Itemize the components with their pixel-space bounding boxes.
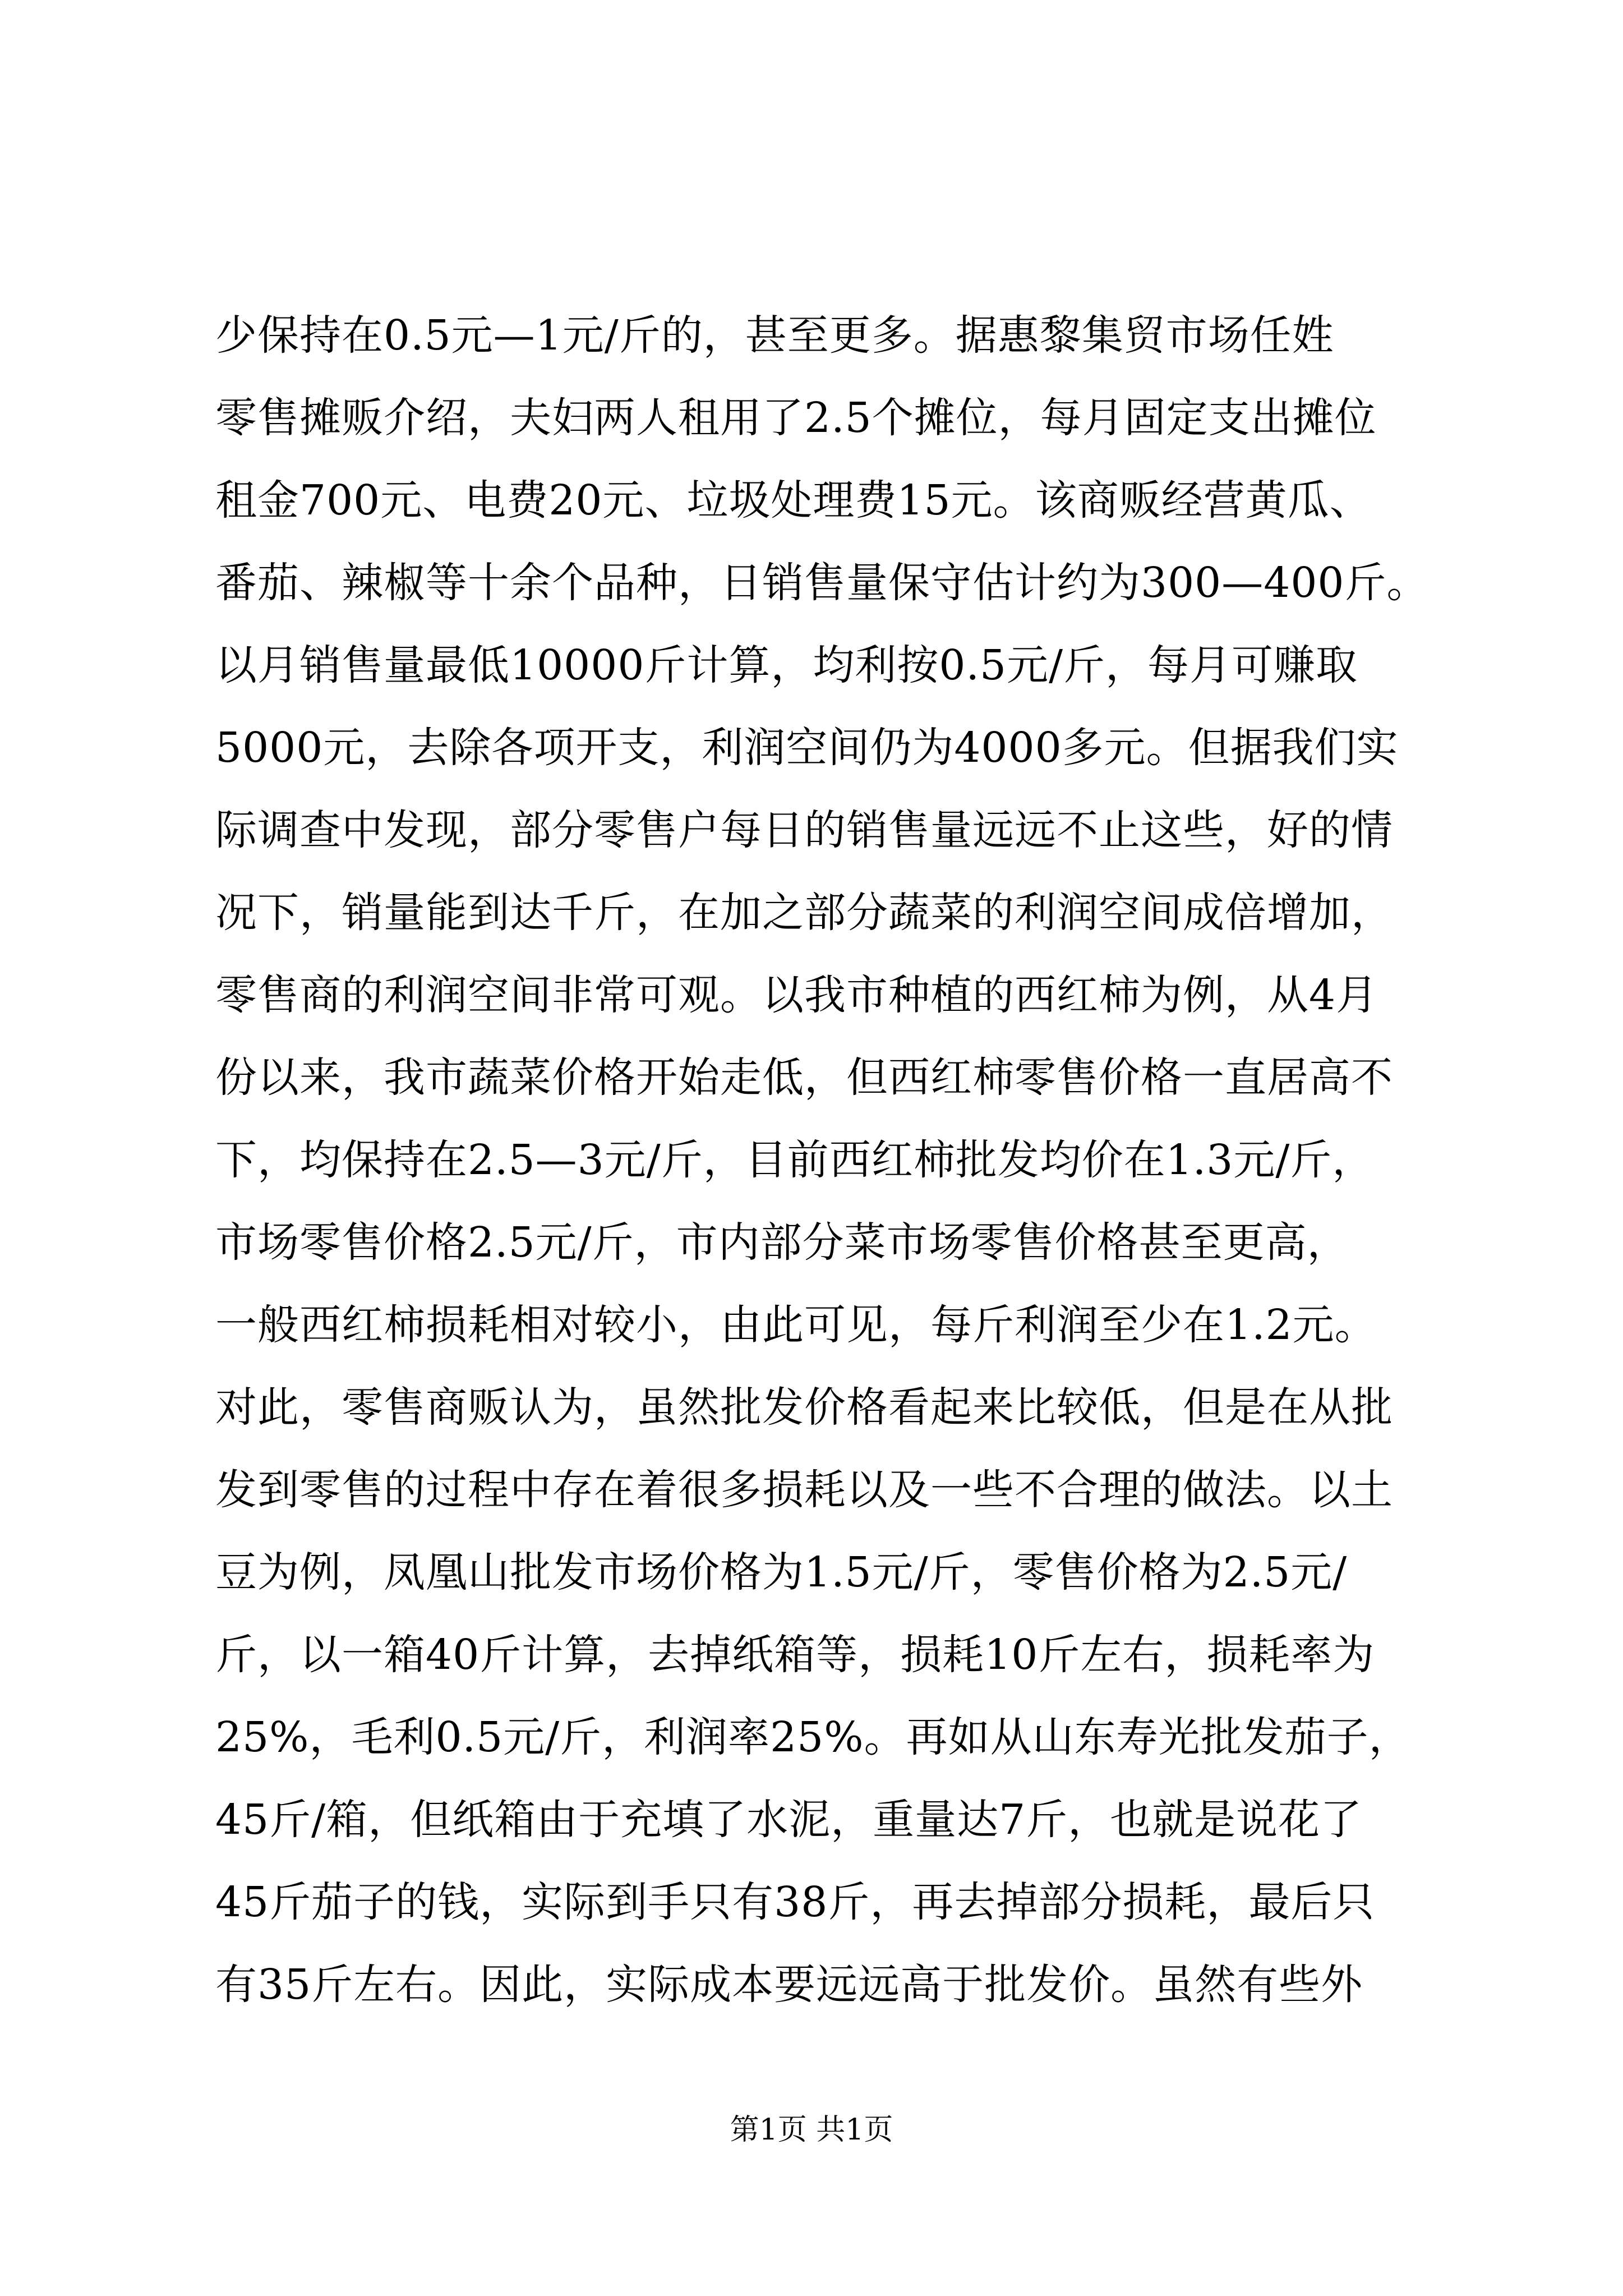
text-line: 际调查中发现，部分零售户每日的销售量远远不止这些，好的情	[215, 806, 1393, 854]
text-line: 45斤/箱，但纸箱由于充填了水泥，重量达7斤，也就是说花了	[215, 1796, 1363, 1844]
text-line: 租金700元、电费20元、垃圾处理费15元。该商贩经营黄瓜、	[215, 476, 1372, 524]
text-line: 零售摊贩介绍，夫妇两人租用了2.5个摊位，每月固定支出摊位	[215, 394, 1377, 442]
text-line: 发到零售的过程中存在着很多损耗以及一些不合理的做法。以土	[215, 1466, 1393, 1514]
text-line: 少保持在0.5元—1元/斤的，甚至更多。据惠黎集贸市场任姓	[215, 311, 1334, 360]
page-number-footer: 第1页 共1页	[730, 2113, 893, 2147]
text-line: 况下，销量能到达千斤，在加之部分蔬菜的利润空间成倍增加，	[215, 889, 1393, 937]
text-line: 份以来，我市蔬菜价格开始走低，但西红柿零售价格一直居高不	[215, 1053, 1393, 1102]
text-line: 番茄、辣椒等十余个品种，日销售量保守估计约为300—400斤。	[215, 559, 1429, 607]
text-line: 下，均保持在2.5—3元/斤，目前西红柿批发均价在1.3元/斤，	[215, 1136, 1375, 1184]
text-line: 市场零售价格2.5元/斤，市内部分菜市场零售价格甚至更高，	[215, 1218, 1349, 1267]
text-line: 零售商的利润空间非常可观。以我市种植的西红柿为例，从4月	[215, 971, 1378, 1019]
text-line: 对此，零售商贩认为，虽然批发价格看起来比较低，但是在从批	[215, 1383, 1393, 1432]
text-line: 以月销售量最低10000斤计算，均利按0.5元/斤，每月可赚取	[215, 641, 1358, 689]
text-line: 45斤茄子的钱，实际到手只有38斤，再去掉部分损耗，最后只	[215, 1878, 1375, 1926]
text-line: 豆为例，凤凰山批发市场价格为1.5元/斤，零售价格为2.5元/	[215, 1548, 1348, 1596]
text-line: 一般西红柿损耗相对较小，由此可见，每斤利润至少在1.2元。	[215, 1301, 1377, 1349]
text-line: 有35斤左右。因此，实际成本要远远高于批发价。虽然有些外	[215, 1961, 1363, 2009]
text-line: 25%，毛利0.5元/斤，利润率25%。再如从山东寿光批发茄子，	[215, 1713, 1411, 1761]
text-line: 5000元，去除各项开支，利润空间仍为4000多元。但据我们实	[215, 724, 1399, 772]
text-line: 斤，以一箱40斤计算，去掉纸箱等，损耗10斤左右，损耗率为	[215, 1631, 1375, 1679]
body-paragraph	[215, 295, 1432, 2026]
